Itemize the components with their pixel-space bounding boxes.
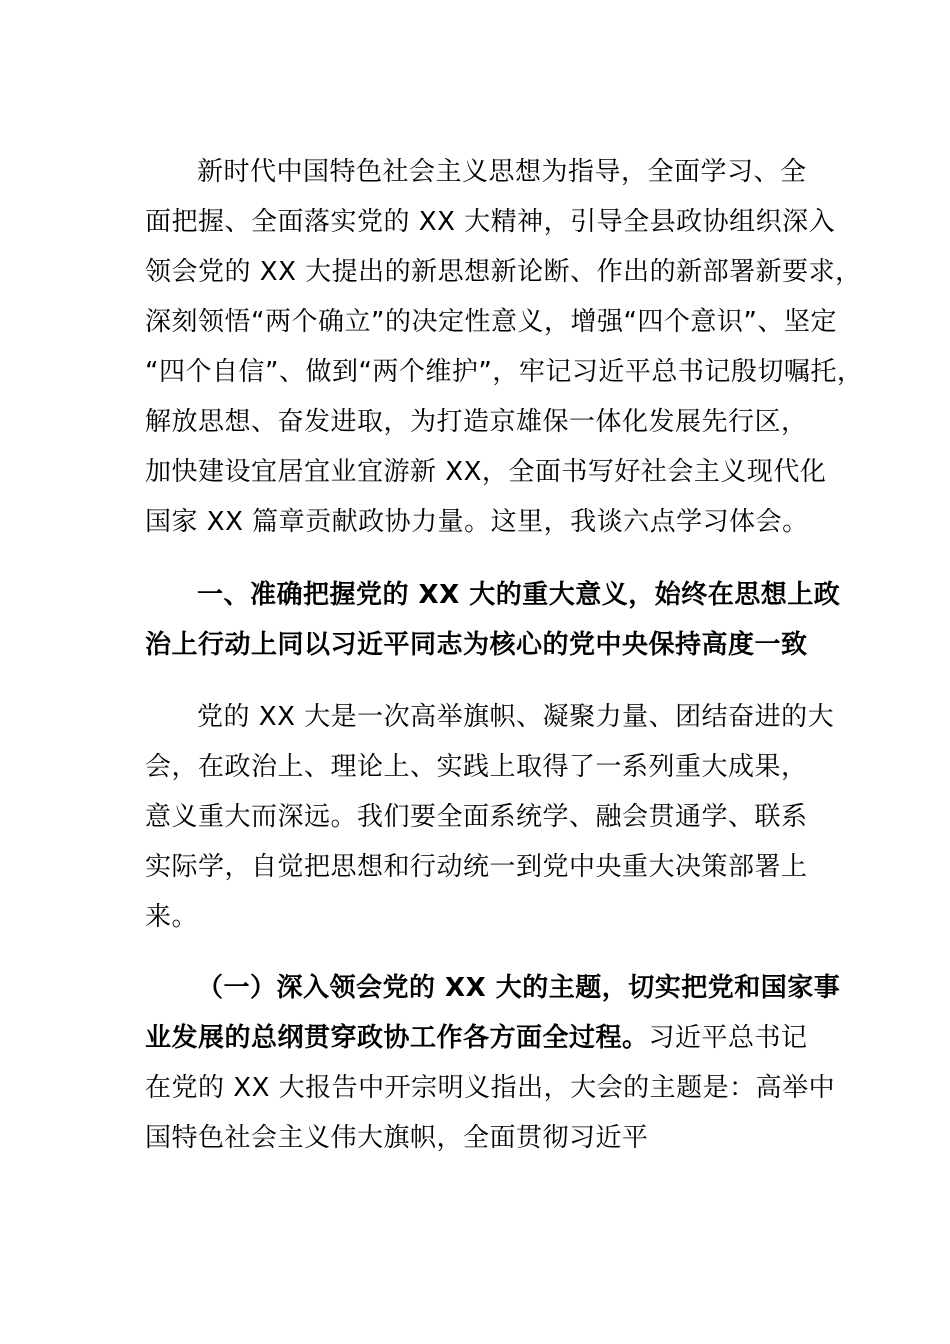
intro-line-6: 解放思想、奋发进取，为打造京雄保一体化发展先行区，: [145, 407, 808, 437]
section-1-heading-line-2: 治上行动上同以习近平同志为核心的党中央保持高度一致: [145, 630, 808, 660]
section-1-heading-line-1: 一、准确把握党的 XX 大的重大意义，始终在思想上政: [197, 580, 841, 610]
section-1-line-1: 党的 XX 大是一次高举旗帜、凝聚力量、团结奋进的大: [197, 702, 835, 732]
subsection-1-body-line-1: 在党的 XX 大报告中开宗明义指出，大会的主题是：高举中: [145, 1073, 836, 1103]
intro-line-3: 领会党的 XX 大提出的新思想新论断、作出的新部署新要求，: [145, 257, 862, 287]
section-1-line-5: 来。: [145, 902, 199, 932]
section-1-line-3: 意义重大而深远。我们要全面系统学、融会贯通学、联系: [145, 802, 808, 832]
intro-line-5: “四个自信”、做到“两个维护”，牢记习近平总书记殷切嘱托，: [145, 357, 864, 387]
subsection-1-body-line-2: 国特色社会主义伟大旗帜，全面贯彻习近平: [145, 1123, 649, 1153]
subsection-1-heading-bold-part: 业发展的总纲贯穿政协工作各方面全过程。: [145, 1023, 649, 1053]
section-1-line-2: 会，在政治上、理论上、实践上取得了一系列重大成果，: [145, 752, 808, 782]
section-1-line-4: 实际学，自觉把思想和行动统一到党中央重大决策部署上: [145, 852, 808, 882]
intro-line-1: 新时代中国特色社会主义思想为指导，全面学习、全: [197, 157, 807, 187]
subsection-1-heading-normal-part: 习近平总书记: [648, 1023, 808, 1053]
subsection-1-heading-line-1: （一）深入领会党的 XX 大的主题，切实把党和国家事: [197, 973, 841, 1003]
intro-line-8: 国家 XX 篇章贡献政协力量。这里，我谈六点学习体会。: [145, 507, 809, 537]
intro-line-4: 深刻领悟“两个确立”的决定性意义，增强“四个意识”、坚定: [145, 307, 837, 337]
intro-line-7: 加快建设宜居宜业宜游新 XX，全面书写好社会主义现代化: [145, 457, 827, 487]
subsection-1-heading-line-2: [145, 1021, 808, 1055]
intro-line-2: 面把握、全面落实党的 XX 大精神，引导全县政协组织深入: [145, 207, 836, 237]
